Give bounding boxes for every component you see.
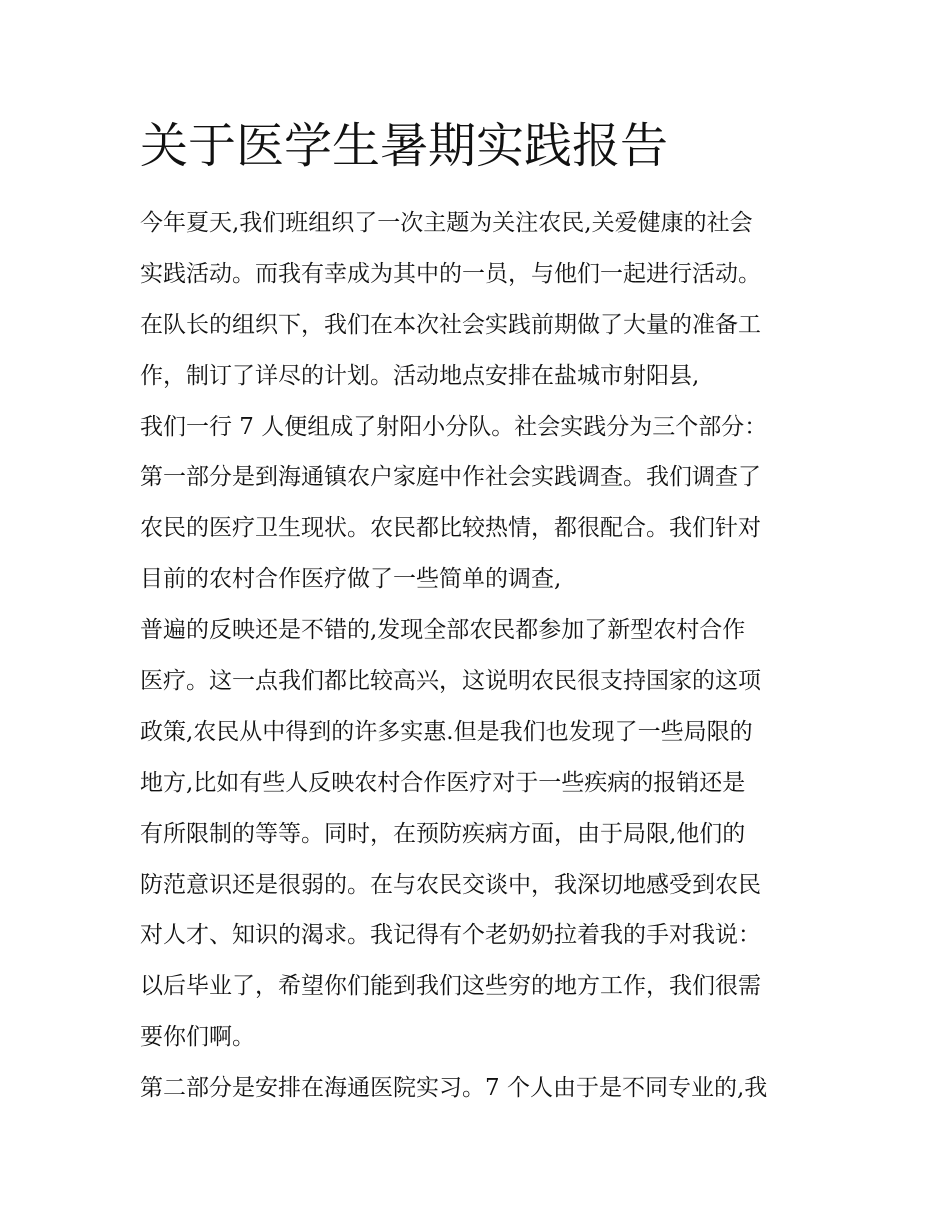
body-line: 要你们啊。 [140,1024,255,1051]
body-line: 有所限制的等等。同时，在预防疾病方面，由于局限,他们的 [140,820,746,847]
body-line: 地方,比如有些人反映农村合作医疗对于一些疾病的报销还是 [140,769,746,796]
body-line: 我们一行 7 人便组成了射阳小分队。社会实践分为三个部分： [140,413,768,440]
body-line: 目前的农村合作医疗做了一些简单的调查, [140,566,562,593]
body-line: 第二部分是安排在海通医院实习。7 个人由于是不同专业的,我 [140,1075,768,1102]
body-line: 在队长的组织下，我们在本次社会实践前期做了大量的准备工 [140,311,761,338]
document-title: 关于医学生暑期实践报告 [140,118,669,174]
body-line: 防范意识还是很弱的。在与农民交谈中，我深切地感受到农民 [140,871,761,898]
body-line: 农民的医疗卫生现状。农民都比较热情，都很配合。我们针对 [140,515,761,542]
body-line: 第一部分是到海通镇农户家庭中作社会实践调查。我们调查了 [140,464,761,491]
body-line: 医疗。这一点我们都比较高兴，这说明农民很支持国家的这项 [140,668,761,695]
body-line: 实践活动。而我有幸成为其中的一员，与他们一起进行活动。 [140,260,761,287]
body-line: 今年夏天,我们班组织了一次主题为关注农民,关爱健康的社会 [140,210,753,236]
document-body [140,202,830,1118]
body-line: 以后毕业了，希望你们能到我们这些穷的地方工作，我们很需 [140,973,761,1000]
body-line: 政策,农民从中得到的许多实惠.但是我们也发现了一些局限的 [140,718,753,745]
body-line: 对人才、知识的渴求。我记得有个老奶奶拉着我的手对我说： [140,922,761,949]
body-line: 作，制订了详尽的计划。活动地点安排在盐城市射阳县, [140,362,700,389]
body-line: 普遍的反映还是不错的,发现全部农民都参加了新型农村合作 [140,617,746,644]
